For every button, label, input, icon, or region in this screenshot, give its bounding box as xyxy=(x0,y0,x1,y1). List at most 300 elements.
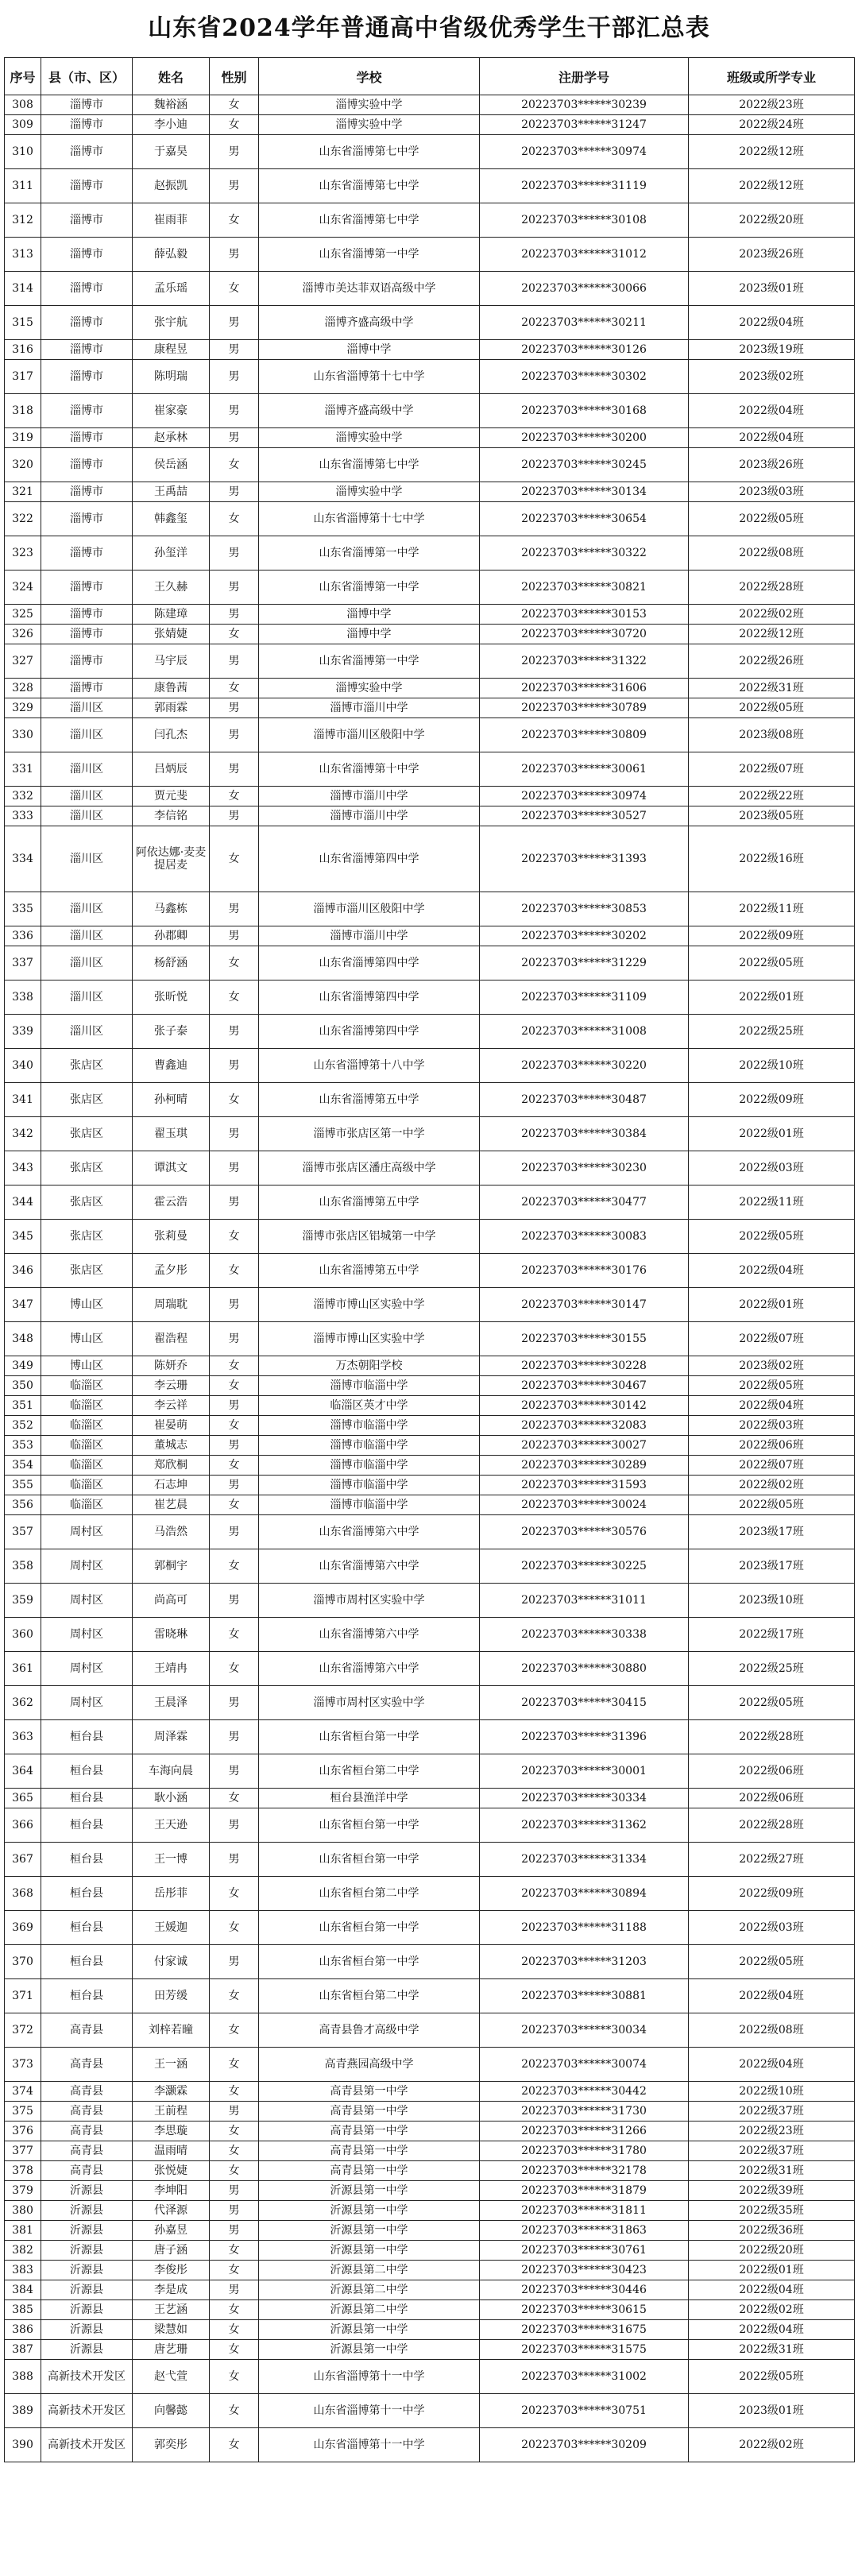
student-name: 张宇航 xyxy=(133,306,210,340)
row-number: 327 xyxy=(5,644,41,679)
registration-number: 20223703******32083 xyxy=(480,1416,689,1436)
county-district: 博山区 xyxy=(41,1288,133,1322)
row-number: 366 xyxy=(5,1808,41,1843)
class-major: 2022级04班 xyxy=(689,2048,855,2082)
county-district: 张店区 xyxy=(41,1049,133,1083)
county-district: 桓台县 xyxy=(41,1911,133,1945)
registration-number: 20223703******30230 xyxy=(480,1151,689,1186)
registration-number: 20223703******30761 xyxy=(480,2241,689,2261)
student-name: 石志坤 xyxy=(133,1476,210,1495)
class-major: 2022级04班 xyxy=(689,394,855,428)
county-district: 淄川区 xyxy=(41,1015,133,1049)
county-district: 周村区 xyxy=(41,1618,133,1652)
row-number: 362 xyxy=(5,1686,41,1720)
registration-number: 20223703******30338 xyxy=(480,1618,689,1652)
student-name: 孙嘉昱 xyxy=(133,2221,210,2241)
gender: 男 xyxy=(210,752,259,787)
class-major: 2022级06班 xyxy=(689,1789,855,1808)
row-number: 335 xyxy=(5,892,41,926)
county-district: 淄博市 xyxy=(41,394,133,428)
table-row xyxy=(5,2013,855,2048)
registration-number: 20223703******30415 xyxy=(480,1686,689,1720)
student-name: 李是成 xyxy=(133,2280,210,2300)
student-name: 孙柯晴 xyxy=(133,1083,210,1117)
registration-number: 20223703******31606 xyxy=(480,679,689,698)
school-name: 山东省桓台第一中学 xyxy=(259,1720,480,1754)
table-row xyxy=(5,1515,855,1549)
county-district: 桓台县 xyxy=(41,1979,133,2013)
row-number: 365 xyxy=(5,1789,41,1808)
school-name: 沂源县第二中学 xyxy=(259,2280,480,2300)
table-row xyxy=(5,1015,855,1049)
county-district: 高新技术开发区 xyxy=(41,2360,133,2394)
student-name: 王晨泽 xyxy=(133,1686,210,1720)
county-district: 周村区 xyxy=(41,1515,133,1549)
student-name: 李云珊 xyxy=(133,1376,210,1396)
table-row xyxy=(5,1618,855,1652)
row-number: 329 xyxy=(5,698,41,718)
class-major: 2022级07班 xyxy=(689,752,855,787)
student-name: 王久赫 xyxy=(133,571,210,605)
registration-number: 20223703******30225 xyxy=(480,1549,689,1584)
student-name: 李小迪 xyxy=(133,115,210,135)
gender: 男 xyxy=(210,135,259,169)
student-name: 霍云浩 xyxy=(133,1186,210,1220)
gender: 男 xyxy=(210,1945,259,1979)
gender: 男 xyxy=(210,1584,259,1618)
student-name: 付家诚 xyxy=(133,1945,210,1979)
county-district: 淄川区 xyxy=(41,981,133,1015)
student-name: 张悦婕 xyxy=(133,2161,210,2181)
gender: 男 xyxy=(210,1151,259,1186)
column-header: 序号 xyxy=(5,58,41,95)
class-major: 2022级01班 xyxy=(689,981,855,1015)
registration-number: 20223703******30576 xyxy=(480,1515,689,1549)
class-major: 2022级05班 xyxy=(689,2360,855,2394)
row-number: 354 xyxy=(5,1456,41,1476)
gender: 男 xyxy=(210,1186,259,1220)
school-name: 山东省桓台第一中学 xyxy=(259,1843,480,1877)
registration-number: 20223703******31780 xyxy=(480,2141,689,2161)
gender: 男 xyxy=(210,1754,259,1789)
county-district: 淄博市 xyxy=(41,605,133,625)
registration-number: 20223703******30211 xyxy=(480,306,689,340)
school-name: 淄博市淄川中学 xyxy=(259,787,480,806)
row-number: 377 xyxy=(5,2141,41,2161)
table-row xyxy=(5,2280,855,2300)
table-row xyxy=(5,1416,855,1436)
county-district: 沂源县 xyxy=(41,2201,133,2221)
county-district: 高新技术开发区 xyxy=(41,2428,133,2462)
county-district: 张店区 xyxy=(41,1083,133,1117)
gender: 男 xyxy=(210,1117,259,1151)
class-major: 2022级05班 xyxy=(689,1945,855,1979)
class-major: 2022级07班 xyxy=(689,1456,855,1476)
county-district: 张店区 xyxy=(41,1117,133,1151)
student-name: 王一涵 xyxy=(133,2048,210,2082)
table-row xyxy=(5,448,855,482)
row-number: 371 xyxy=(5,1979,41,2013)
county-district: 淄博市 xyxy=(41,502,133,536)
registration-number: 20223703******30384 xyxy=(480,1117,689,1151)
student-name: 向馨懿 xyxy=(133,2394,210,2428)
registration-number: 20223703******30974 xyxy=(480,787,689,806)
class-major: 2023级01班 xyxy=(689,272,855,306)
school-name: 山东省桓台第二中学 xyxy=(259,1877,480,1911)
student-name: 闫孔杰 xyxy=(133,718,210,752)
school-name: 山东省淄博第十七中学 xyxy=(259,360,480,394)
school-name: 山东省淄博第四中学 xyxy=(259,981,480,1015)
row-number: 321 xyxy=(5,482,41,502)
row-number: 379 xyxy=(5,2181,41,2201)
class-major: 2022级36班 xyxy=(689,2221,855,2241)
gender: 男 xyxy=(210,340,259,360)
class-major: 2023级03班 xyxy=(689,482,855,502)
county-district: 周村区 xyxy=(41,1652,133,1686)
county-district: 临淄区 xyxy=(41,1396,133,1416)
school-name: 山东省淄博第十七中学 xyxy=(259,502,480,536)
class-major: 2022级03班 xyxy=(689,1911,855,1945)
registration-number: 20223703******30809 xyxy=(480,718,689,752)
student-name: 韩鑫玺 xyxy=(133,502,210,536)
row-number: 380 xyxy=(5,2201,41,2221)
registration-number: 20223703******30423 xyxy=(480,2261,689,2280)
registration-number: 20223703******30126 xyxy=(480,340,689,360)
registration-number: 20223703******30615 xyxy=(480,2300,689,2320)
registration-number: 20223703******30880 xyxy=(480,1652,689,1686)
registration-number: 20223703******30334 xyxy=(480,1789,689,1808)
table-row xyxy=(5,752,855,787)
student-name: 马鑫栋 xyxy=(133,892,210,926)
school-name: 万杰朝阳学校 xyxy=(259,1356,480,1376)
gender: 男 xyxy=(210,169,259,203)
table-row xyxy=(5,1396,855,1416)
table-row xyxy=(5,482,855,502)
gender: 男 xyxy=(210,1288,259,1322)
table-row xyxy=(5,946,855,981)
gender: 女 xyxy=(210,203,259,238)
table-row xyxy=(5,644,855,679)
county-district: 淄博市 xyxy=(41,238,133,272)
class-major: 2022级07班 xyxy=(689,1322,855,1356)
row-number: 333 xyxy=(5,806,41,826)
registration-number: 20223703******30974 xyxy=(480,135,689,169)
row-number: 330 xyxy=(5,718,41,752)
class-major: 2022级09班 xyxy=(689,1877,855,1911)
county-district: 淄博市 xyxy=(41,203,133,238)
school-name: 山东省淄博第七中学 xyxy=(259,203,480,238)
gender: 女 xyxy=(210,115,259,135)
registration-number: 20223703******30821 xyxy=(480,571,689,605)
student-name: 陈建璋 xyxy=(133,605,210,625)
student-name: 张子泰 xyxy=(133,1015,210,1049)
registration-number: 20223703******30153 xyxy=(480,605,689,625)
row-number: 351 xyxy=(5,1396,41,1416)
row-number: 334 xyxy=(5,826,41,892)
student-name: 崔晏萌 xyxy=(133,1416,210,1436)
column-header: 县（市、区） xyxy=(41,58,133,95)
student-name: 孟乐瑶 xyxy=(133,272,210,306)
table-row xyxy=(5,981,855,1015)
student-name: 赵承林 xyxy=(133,428,210,448)
registration-number: 20223703******30027 xyxy=(480,1436,689,1456)
row-number: 323 xyxy=(5,536,41,571)
school-name: 高青县第一中学 xyxy=(259,2122,480,2141)
registration-number: 20223703******30209 xyxy=(480,2428,689,2462)
table-row xyxy=(5,926,855,946)
school-name: 淄博中学 xyxy=(259,340,480,360)
row-number: 316 xyxy=(5,340,41,360)
row-number: 317 xyxy=(5,360,41,394)
class-major: 2022级04班 xyxy=(689,1396,855,1416)
county-district: 淄博市 xyxy=(41,135,133,169)
school-name: 山东省淄博第六中学 xyxy=(259,1515,480,1549)
row-number: 312 xyxy=(5,203,41,238)
gender: 女 xyxy=(210,272,259,306)
table-row xyxy=(5,2181,855,2201)
school-name: 淄博市淄川中学 xyxy=(259,698,480,718)
row-number: 308 xyxy=(5,95,41,115)
registration-number: 20223703******31334 xyxy=(480,1843,689,1877)
student-name: 康鲁茜 xyxy=(133,679,210,698)
table-row xyxy=(5,340,855,360)
county-district: 淄博市 xyxy=(41,115,133,135)
student-name: 阿依达娜·麦麦提居麦 xyxy=(133,826,210,892)
student-name: 薛弘毅 xyxy=(133,238,210,272)
table-row xyxy=(5,2141,855,2161)
class-major: 2023级17班 xyxy=(689,1515,855,1549)
gender: 男 xyxy=(210,1476,259,1495)
school-name: 沂源县第一中学 xyxy=(259,2340,480,2360)
school-name: 山东省淄博第一中学 xyxy=(259,644,480,679)
row-number: 356 xyxy=(5,1495,41,1515)
school-name: 山东省淄博第六中学 xyxy=(259,1618,480,1652)
row-number: 310 xyxy=(5,135,41,169)
registration-number: 20223703******30302 xyxy=(480,360,689,394)
gender: 女 xyxy=(210,1652,259,1686)
row-number: 355 xyxy=(5,1476,41,1495)
gender: 女 xyxy=(210,981,259,1015)
row-number: 318 xyxy=(5,394,41,428)
table-row xyxy=(5,892,855,926)
row-number: 340 xyxy=(5,1049,41,1083)
student-name: 董城志 xyxy=(133,1436,210,1456)
county-district: 张店区 xyxy=(41,1254,133,1288)
table-row xyxy=(5,1322,855,1356)
class-major: 2022级27班 xyxy=(689,1843,855,1877)
gender: 女 xyxy=(210,1549,259,1584)
school-name: 沂源县第一中学 xyxy=(259,2320,480,2340)
table-row xyxy=(5,2048,855,2082)
gender: 女 xyxy=(210,448,259,482)
county-district: 淄博市 xyxy=(41,340,133,360)
registration-number: 20223703******30176 xyxy=(480,1254,689,1288)
county-district: 沂源县 xyxy=(41,2320,133,2340)
class-major: 2022级24班 xyxy=(689,115,855,135)
table-row xyxy=(5,2221,855,2241)
county-district: 临淄区 xyxy=(41,1495,133,1515)
school-name: 临淄区英才中学 xyxy=(259,1396,480,1416)
class-major: 2023级26班 xyxy=(689,238,855,272)
class-major: 2022级35班 xyxy=(689,2201,855,2221)
county-district: 淄博市 xyxy=(41,272,133,306)
school-name: 山东省桓台第一中学 xyxy=(259,1911,480,1945)
row-number: 326 xyxy=(5,625,41,644)
registration-number: 20223703******31002 xyxy=(480,2360,689,2394)
school-name: 高青燕园高级中学 xyxy=(259,2048,480,2082)
class-major: 2022级02班 xyxy=(689,2428,855,2462)
row-number: 367 xyxy=(5,1843,41,1877)
county-district: 张店区 xyxy=(41,1186,133,1220)
class-major: 2022级09班 xyxy=(689,926,855,946)
class-major: 2022级17班 xyxy=(689,1618,855,1652)
registration-number: 20223703******30108 xyxy=(480,203,689,238)
school-name: 高青县第一中学 xyxy=(259,2082,480,2102)
gender: 女 xyxy=(210,1911,259,1945)
gender: 女 xyxy=(210,1083,259,1117)
table-row xyxy=(5,502,855,536)
registration-number: 20223703******30001 xyxy=(480,1754,689,1789)
row-number: 389 xyxy=(5,2394,41,2428)
registration-number: 20223703******30720 xyxy=(480,625,689,644)
gender: 男 xyxy=(210,2181,259,2201)
table-row xyxy=(5,1356,855,1376)
table-row xyxy=(5,2102,855,2122)
county-district: 桓台县 xyxy=(41,1945,133,1979)
gender: 男 xyxy=(210,926,259,946)
table-row xyxy=(5,1808,855,1843)
county-district: 临淄区 xyxy=(41,1436,133,1456)
registration-number: 20223703******31229 xyxy=(480,946,689,981)
class-major: 2022级25班 xyxy=(689,1015,855,1049)
gender: 男 xyxy=(210,806,259,826)
county-district: 淄博市 xyxy=(41,306,133,340)
student-name: 温雨晴 xyxy=(133,2141,210,2161)
class-major: 2022级11班 xyxy=(689,1186,855,1220)
county-district: 淄博市 xyxy=(41,625,133,644)
county-district: 博山区 xyxy=(41,1322,133,1356)
table-row xyxy=(5,1254,855,1288)
row-number: 324 xyxy=(5,571,41,605)
row-number: 341 xyxy=(5,1083,41,1117)
county-district: 淄川区 xyxy=(41,718,133,752)
table-row xyxy=(5,679,855,698)
row-number: 363 xyxy=(5,1720,41,1754)
row-number: 361 xyxy=(5,1652,41,1686)
row-number: 332 xyxy=(5,787,41,806)
school-name: 淄博市周村区实验中学 xyxy=(259,1686,480,1720)
student-name: 陈妍乔 xyxy=(133,1356,210,1376)
table-row xyxy=(5,2394,855,2428)
table-row xyxy=(5,306,855,340)
class-major: 2022级05班 xyxy=(689,1220,855,1254)
class-major: 2022级20班 xyxy=(689,2241,855,2261)
gender: 男 xyxy=(210,1015,259,1049)
student-name: 赵振凯 xyxy=(133,169,210,203)
table-row xyxy=(5,1789,855,1808)
student-name: 王前程 xyxy=(133,2102,210,2122)
student-name: 王禹喆 xyxy=(133,482,210,502)
student-name: 田芳缓 xyxy=(133,1979,210,2013)
registration-number: 20223703******31008 xyxy=(480,1015,689,1049)
registration-number: 20223703******31879 xyxy=(480,2181,689,2201)
school-name: 沂源县第一中学 xyxy=(259,2201,480,2221)
school-name: 山东省淄博第四中学 xyxy=(259,1015,480,1049)
registration-number: 20223703******31396 xyxy=(480,1720,689,1754)
school-name: 桓台县渔洋中学 xyxy=(259,1789,480,1808)
registration-number: 20223703******31011 xyxy=(480,1584,689,1618)
school-name: 山东省淄博第十一中学 xyxy=(259,2428,480,2462)
table-row xyxy=(5,2122,855,2141)
school-name: 山东省桓台第二中学 xyxy=(259,1979,480,2013)
school-name: 山东省淄博第六中学 xyxy=(259,1652,480,1686)
gender: 女 xyxy=(210,1220,259,1254)
registration-number: 20223703******30134 xyxy=(480,482,689,502)
gender: 女 xyxy=(210,679,259,698)
student-name: 谭淇文 xyxy=(133,1151,210,1186)
class-major: 2022级03班 xyxy=(689,1151,855,1186)
student-name: 陈明瑞 xyxy=(133,360,210,394)
school-name: 淄博市临淄中学 xyxy=(259,1456,480,1476)
registration-number: 20223703******31322 xyxy=(480,644,689,679)
row-number: 348 xyxy=(5,1322,41,1356)
school-name: 山东省淄博第七中学 xyxy=(259,169,480,203)
gender: 女 xyxy=(210,2048,259,2082)
school-name: 淄博市临淄中学 xyxy=(259,1436,480,1456)
school-name: 沂源县第一中学 xyxy=(259,2181,480,2201)
gender: 女 xyxy=(210,2428,259,2462)
registration-number: 20223703******30200 xyxy=(480,428,689,448)
school-name: 淄博市周村区实验中学 xyxy=(259,1584,480,1618)
table-row xyxy=(5,1843,855,1877)
student-name: 孙玺洋 xyxy=(133,536,210,571)
county-district: 沂源县 xyxy=(41,2241,133,2261)
school-name: 山东省桓台第二中学 xyxy=(259,1754,480,1789)
school-name: 高青县第一中学 xyxy=(259,2161,480,2181)
registration-number: 20223703******30853 xyxy=(480,892,689,926)
row-number: 360 xyxy=(5,1618,41,1652)
gender: 女 xyxy=(210,2013,259,2048)
county-district: 高青县 xyxy=(41,2122,133,2141)
student-name: 翟玉琪 xyxy=(133,1117,210,1151)
table-row xyxy=(5,115,855,135)
student-name: 王艺涵 xyxy=(133,2300,210,2320)
school-name: 淄博中学 xyxy=(259,605,480,625)
table-row xyxy=(5,2082,855,2102)
county-district: 桓台县 xyxy=(41,1754,133,1789)
school-name: 山东省桓台第一中学 xyxy=(259,1808,480,1843)
registration-number: 20223703******30467 xyxy=(480,1376,689,1396)
table-row xyxy=(5,2300,855,2320)
student-name: 崔家豪 xyxy=(133,394,210,428)
table-row xyxy=(5,1220,855,1254)
class-major: 2022级04班 xyxy=(689,1979,855,2013)
gender: 女 xyxy=(210,2161,259,2181)
table-row xyxy=(5,1911,855,1945)
row-number: 311 xyxy=(5,169,41,203)
table-row xyxy=(5,1476,855,1495)
class-major: 2022级05班 xyxy=(689,698,855,718)
table-row xyxy=(5,203,855,238)
county-district: 张店区 xyxy=(41,1220,133,1254)
class-major: 2022级10班 xyxy=(689,1049,855,1083)
registration-number: 20223703******30446 xyxy=(480,2280,689,2300)
class-major: 2022级12班 xyxy=(689,625,855,644)
table-row xyxy=(5,1151,855,1186)
row-number: 372 xyxy=(5,2013,41,2048)
school-name: 淄博市淄川中学 xyxy=(259,926,480,946)
county-district: 桓台县 xyxy=(41,1877,133,1911)
